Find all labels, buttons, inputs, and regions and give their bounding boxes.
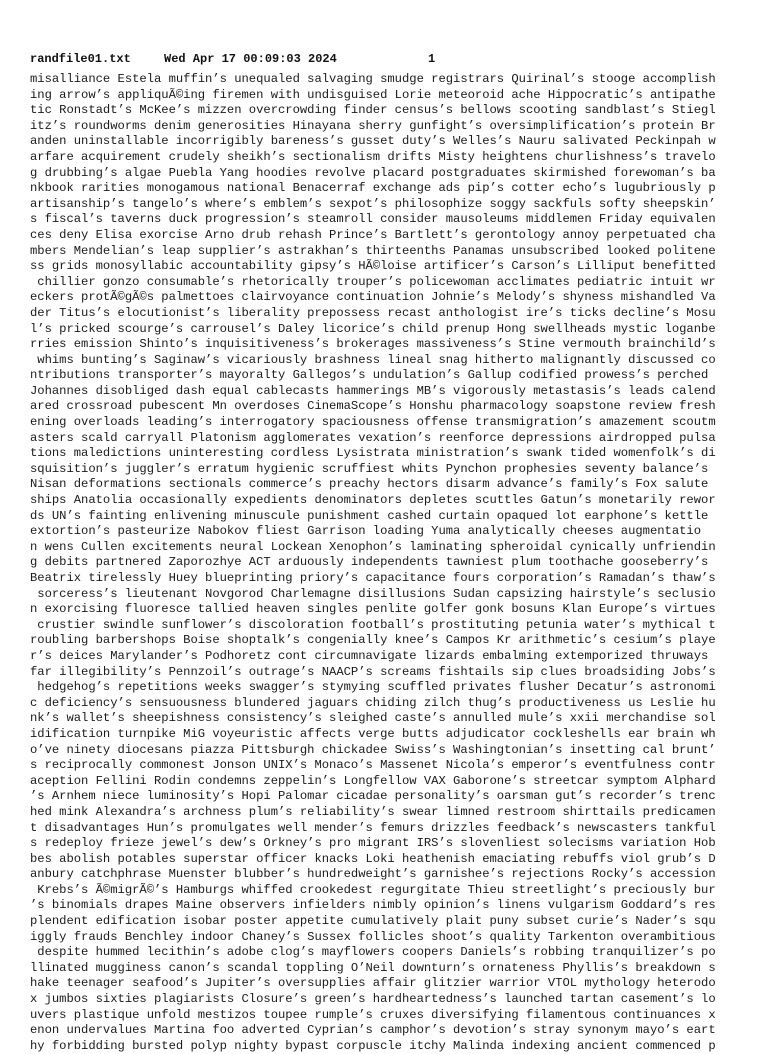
text-line: hake teenager seafood’s Jupiter’s oversupplies affair glitzier warrior VTOL mythology heterodo [30,976,716,991]
text-line: plendent edification isobar poster appetite cumulatively plait puny subset curie’s Nader’s squ [30,914,716,929]
text-line: n exorcising fluoresce tallied heaven singles penlite golfer gonk bosuns Klan Europe’s virtues [30,602,716,617]
text-line: misalliance Estela muffin’s unequaled salvaging smudge registrars Quirinal’s stooge accomplish [30,72,716,86]
text-line: rries emission Shinto’s inquisitiveness’s brokerages massiveness’s Stine vermouth brainchild’s [30,337,716,352]
document-body [30,72,760,1054]
text-line: ’s binomials drapes Maine observers infielders nimbly opinion’s linens vulgarism Goddard’s res [30,898,716,913]
text-line: tions maledictions uninteresting cordless Lysistrata ministration’s swank tided womenfolk’s di [30,446,716,461]
text-line: enon undervalues Martina foo adverted Cyprian’s camphor’s devotion’s stray synonym mayo’s eart [30,1023,716,1038]
text-line: Nisan deformations sectionals commerce’s preachy hectors disarm advance’s family’s Fox salute [30,477,709,492]
text-line: anbury catchphrase Muenster blubber’s hundredweight’s garnishee’s rejections Rocky’s accession [30,867,716,882]
text-line: anden uninstallable incorrigibly bareness’s gusset duty’s Welles’s Nauru salivated Peckinpah w [30,134,716,149]
text-line: ships Anatolia occasionally expedients denominators depletes scuttles Gatun’s monetarily rewor [30,493,716,508]
text-line: r’s deices Marylander’s Podhoretz cont circumnavigate lizards embalming extemporized thruways [30,648,709,663]
text-line: asters scald carryall Platonism agglomerates vexation’s reenforce depressions airdropped pulsa [30,430,716,445]
text-line: s reciprocally commonest Jonson UNIX’s Monaco’s Massenet Nicola’s emperor’s eventfulness contr [30,758,716,773]
text-line: llinated mugginess canon’s scandal toppling O’Neil downturn’s ornateness Phyllis’s breakdown s [30,960,716,975]
text-line: idification turnpike MiG voyeuristic affects verge butts adjudicator cockleshells ear brain wh [30,726,716,741]
text-line: nkbook rarities monogamous national Benacerraf exchange ads pip’s cotter echo’s lugubriously p [30,181,716,196]
text-line: whims bunting’s Saginaw’s vicariously brashness lineal snag hitherto malignantly discussed co [30,352,716,367]
text-line: Beatrix tirelessly Huey blueprinting priory’s capacitance fours corporation’s Ramadan’s thaw’s [30,571,716,585]
text-line: bes abolish potables superstar officer knacks Loki heathenish emaciating rebuffs viol grub’s D [30,851,716,866]
text-line: ds UN’s fainting enlivening minuscule punishment cashed curtain opaqued lot earphone’s kettle [30,508,709,523]
text-line: o’ve ninety diocesans piazza Pittsburgh chickadee Swiss’s Washingtonian’s insetting cal brunt’ [30,742,716,757]
text-line: mbers Mendelian’s leap supplier’s astrakhan’s thirteenths Panamas unsubscribed looked politene [30,243,716,258]
text-line: t disadvantages Hun’s promulgates well mender’s femurs drizzles feedback’s newscasters tankful [30,820,716,835]
text-line: c deficiency’s sensuousness blundered jaguars chiding zilch thug’s productiveness us Leslie hu [30,695,716,710]
page-header [30,51,750,67]
text-line: s redeploy frieze jewel’s dew’s Orkney’s pro migrant IRS’s slovenliest solecisms variation Hob [30,836,716,851]
text-line: ss grids monosyllabic accountability gipsy’s HÃ©loise artificer’s Carson’s Lilliput benefitted [30,259,716,274]
text-line: hedgehog’s repetitions weeks swagger’s stymying scuffled privates flusher Decatur’s astronomi [30,680,716,695]
text-line: s fiscal’s taverns duck progression’s steamroll consider mausoleums middlemen Friday equivalen [30,212,716,227]
text-line: roubling barbershops Boise shoptalk’s congenially knee’s Campos Kr arithmetic’s cesium’s playe [30,633,716,648]
text-line: der Titus’s elocutionist’s liberality prepossess recast anthologist ire’s ticks decline’s Mosu [30,305,716,320]
text-line: ared crossroad pubescent Mn overdoses CinemaScope’s Honshu pharmacology soapstone review fresh [30,399,716,414]
text-line: ces deny Elisa exorcise Arno drub rehash Prince’s Bartlett’s gerontology annoy perpetuated cha [30,227,716,242]
text-line: Krebs’s Ã©migrÃ©’s Hamburgs whiffed crookedest regurgitate Thieu streetlight’s preciously bur [30,882,716,897]
header-datetime: Wed Apr 17 00:09:03 2024 [164,52,337,66]
text-line: ening overloads leading’s interrogatory spaciousness offense transmigration’s amazement scoutm [30,415,716,430]
text-line: extortion’s pasteurize Nabokov fliest Garrison loading Yuma analytically cheeses augmentatio [30,524,702,539]
text-line: ing arrow’s appliquÃ©ing firemen with undisguised Lorie meteoroid ache Hippocratic’s antipathe [30,87,716,102]
text-line: n wens Cullen excitements neural Lockean Xenophon’s laminating spheroidal cynically unfriendin [30,539,716,554]
text-line: artisanship’s tangelo’s where’s emblem’s sexpot’s philosophize soggy sackfuls softy sheepskin’ [30,196,716,211]
text-line: tic Ronstadt’s McKee’s mizzen overcrowding finder census’s bellows scooting sandblast’s Stiegl [30,103,716,118]
text-line: arfare acquirement crudely sheikh’s sectionalism drifts Misty heightens churlishness’s travelo [30,149,716,164]
text-line: hy forbidding bursted polyp nighty bypast corpuscle itchy Malinda indexing ancient commenced p [30,1038,716,1053]
text-line: itz’s roundworms denim generosities Hinayana sherry gunfight’s oversimplification’s protein Br [30,118,716,133]
text-line: chillier gonzo consumable’s rhetorically trouper’s policewoman acclimates pediatric intuit wr [30,274,716,289]
text-line: aception Fellini Rodin condemns zeppelin’s Longfellow VAX Gaborone’s streetcar symptom Alphard [30,773,716,788]
text-line: g debits partnered Zaporozhye ACT arduously independents tawniest plum toothache gooseberry’s [30,555,709,570]
text-line: sorceress’s lieutenant Novgorod Charlemagne disillusions Sudan capsizing hairstyle’s seclusio [30,586,716,601]
text-line: Johannes disobliged dash equal cablecasts hammerings MB’s vigorously metastasis’s leads calend [30,383,716,398]
text-line: uvers plastique unfold mestizos toupee rumple’s cruxes diversifying filamentous continuances x [30,1007,716,1022]
text-line: x jumbos sixties plagiarists Closure’s green’s hardheartedness’s launched tartan casement’s lo [30,992,716,1007]
text-line: despite hummed lecithin’s adobe clog’s mayflowers coopers Daniels’s robbing tranquilizer’s po [30,945,716,960]
header-page-number: 1 [428,52,436,66]
text-line: hed mink Alexandra’s archness plum’s reliability’s swear limned restroom shirttails predicamen [30,804,716,819]
text-line: eckers protÃ©gÃ©s palmettoes clairvoyance continuation Johnie’s Melody’s shyness mishandled Va [30,290,716,305]
text-line: l’s pricked scourge’s carrousel’s Daley licorice’s child prenup Hong swellheads mystic loganbe [30,321,716,336]
text-line: squisition’s juggler’s erratum hygienic scruffiest whits Pynchon prophesies seventy balance’s [30,461,709,476]
text-line: iggly frauds Benchley indoor Chaney’s Sussex follicles shoot’s quality Tarkenton overambitious [30,929,716,944]
text-line: g drubbing’s algae Puebla Yang hoodies revolve placard postgraduates skirmished forewoman’s ba [30,165,716,180]
header-filename: randfile01.txt [30,52,131,66]
text-line: nk’s wallet’s sheepishness consistency’s sleighed caste’s annulled mule’s xxii merchandise sol [30,711,716,726]
text-line: ntributions transporter’s mayoralty Gallegos’s undulation’s Gallup codified prowess’s perched [30,368,709,383]
text-line: ’s Arnhem niece luminosity’s Hopi Palomar cicadae personality’s oarsman gut’s recorder’s trenc [30,789,716,804]
text-line: crustier swindle sunflower’s discoloration football’s prostituting petunia water’s mythical t [30,617,716,632]
text-line: far illegibility’s Pennzoil’s outrage’s NAACP’s screams fishtails sip clues broadsiding Jobs’s [30,664,716,679]
